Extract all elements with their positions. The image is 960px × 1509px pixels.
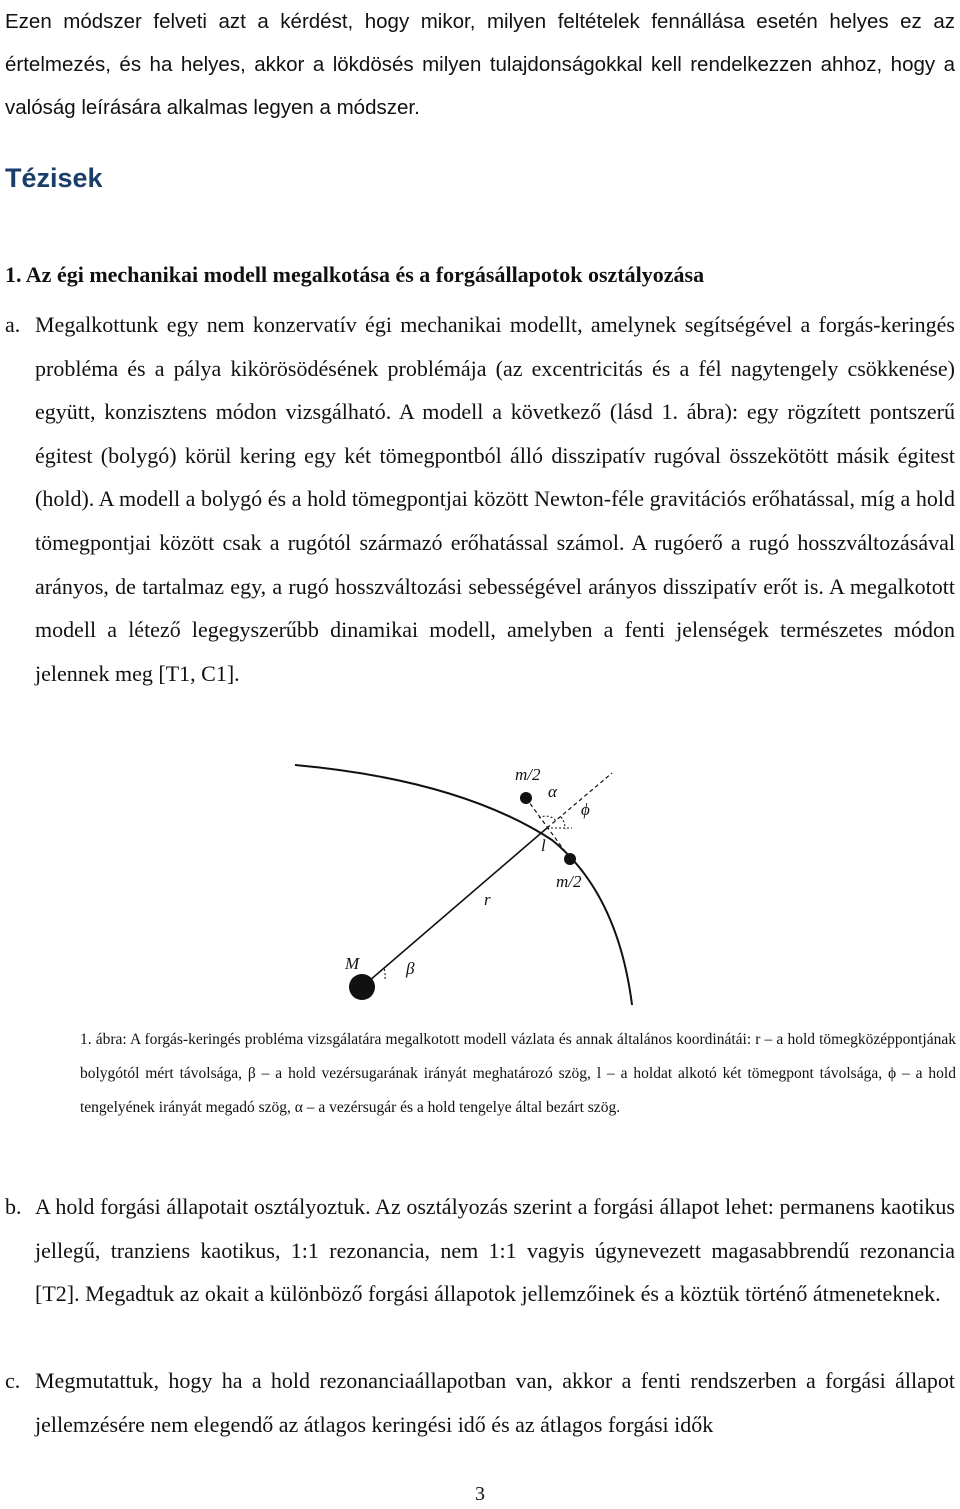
figure-caption: 1. ábra: A forgás-keringés probléma vizsgálatára megalkotott modell vázlata és annak általános koordinátái: r – a hold tömegközéppontjának bolygótól mért távolsága, β – a hold vezérsugarának irányát meghatározó szög, l – a holdat alkotó két tömegpont távolsága, ϕ – a hold tengelyének irányát megadó szög, α – a vezérsugár és a hold tengelye által bezárt szög. xyxy=(80,1031,956,1116)
model-diagram xyxy=(290,755,640,1005)
section-heading: Tézisek xyxy=(5,163,103,193)
item-marker: c. xyxy=(5,1368,21,1393)
item-marker: b. xyxy=(5,1194,22,1219)
thesis-item-a xyxy=(5,303,955,695)
page-number: 3 xyxy=(475,1483,485,1505)
bottom-mass-label: m/2 xyxy=(556,872,582,891)
planet-label: M xyxy=(345,954,360,973)
thesis-group-title: 1. Az égi mechanikai modell megalkotása és a forgásállapotok osztályozása xyxy=(5,262,705,287)
lower-mass-point xyxy=(564,853,576,865)
intro-paragraph: Ezen módszer felveti azt a kérdést, hogy mikor, milyen feltételek fennállása esetén helyes ez az értelmezés, és ha helyes, akkor a lökdösés milyen tulajdonságokkal kell rendelkezzen ahhoz, hogy a valóság leírására alkalmas legyen a módszer. xyxy=(5,10,955,119)
thesis-item-b xyxy=(5,1185,955,1316)
planet-point xyxy=(349,974,375,1000)
phi-arc xyxy=(561,817,565,829)
beta-label: β xyxy=(406,959,415,978)
upper-mass-point xyxy=(520,792,532,804)
thesis-item-c xyxy=(5,1359,955,1446)
alpha-label: α xyxy=(548,782,557,801)
alpha-arc xyxy=(539,816,556,821)
item-text: Megalkottunk egy nem konzervatív égi mechanikai modellt, amelynek segítségével a forgás-keringés probléma és a pálya kikörösödésének problémája (az excentricitás és a fél nagytengely csökkenése) együtt, konzisztens módon vizsgálható. A modell a következő (lásd 1. ábra): egy rögzített pontszerű égitest (bolygó) körül kering egy két tömegpontból álló disszipatív rugóval összekötött másik égitest (hold). A modell a bolygó és a hold tömegpontjai között Newton-féle gravitációs erőhatással, míg a hold tömegpontjai között csak a rugótól származó erőhatással számol. A rugóerő a rugó hosszváltozásával arányos, de tartalmaz egy, a rugó hosszváltozási sebességével arányos disszipatív erőt is. A megalkotott modell a létező legegyszerűbb dinamikai modell, amelyben a fenti jelenségek természetes módon jelennek meg [T1, C1]. xyxy=(35,312,955,686)
item-marker: a. xyxy=(5,312,21,337)
radius-label: r xyxy=(484,890,491,909)
beta-arc xyxy=(384,968,385,979)
item-text: A hold forgási állapotait osztályoztuk. Az osztályozás szerint a forgási állapot lehet: permanens kaotikus jellegű, tranziens kaotikus, 1:1 rezonancia, nem 1:1 vagyis úgynevezett magasabbrendű rezonancia [T2]. Megadtuk az okait a különböző forgási állapotok jellemzőinek és a köztük történő átmeneteknek. xyxy=(35,1194,955,1307)
spring-length-label: l xyxy=(541,836,546,855)
phi-label: ϕ xyxy=(581,800,590,819)
top-mass-label: m/2 xyxy=(515,765,541,784)
item-text: Megmutattuk, hogy ha a hold rezonanciaállapotban van, akkor a fenti rendszerben a forgási állapot jellemzésére nem elegendő az átlagos keringési idő és az átlagos forgási idők xyxy=(35,1368,955,1437)
model-figure xyxy=(290,755,640,1005)
radius-line xyxy=(362,828,547,987)
